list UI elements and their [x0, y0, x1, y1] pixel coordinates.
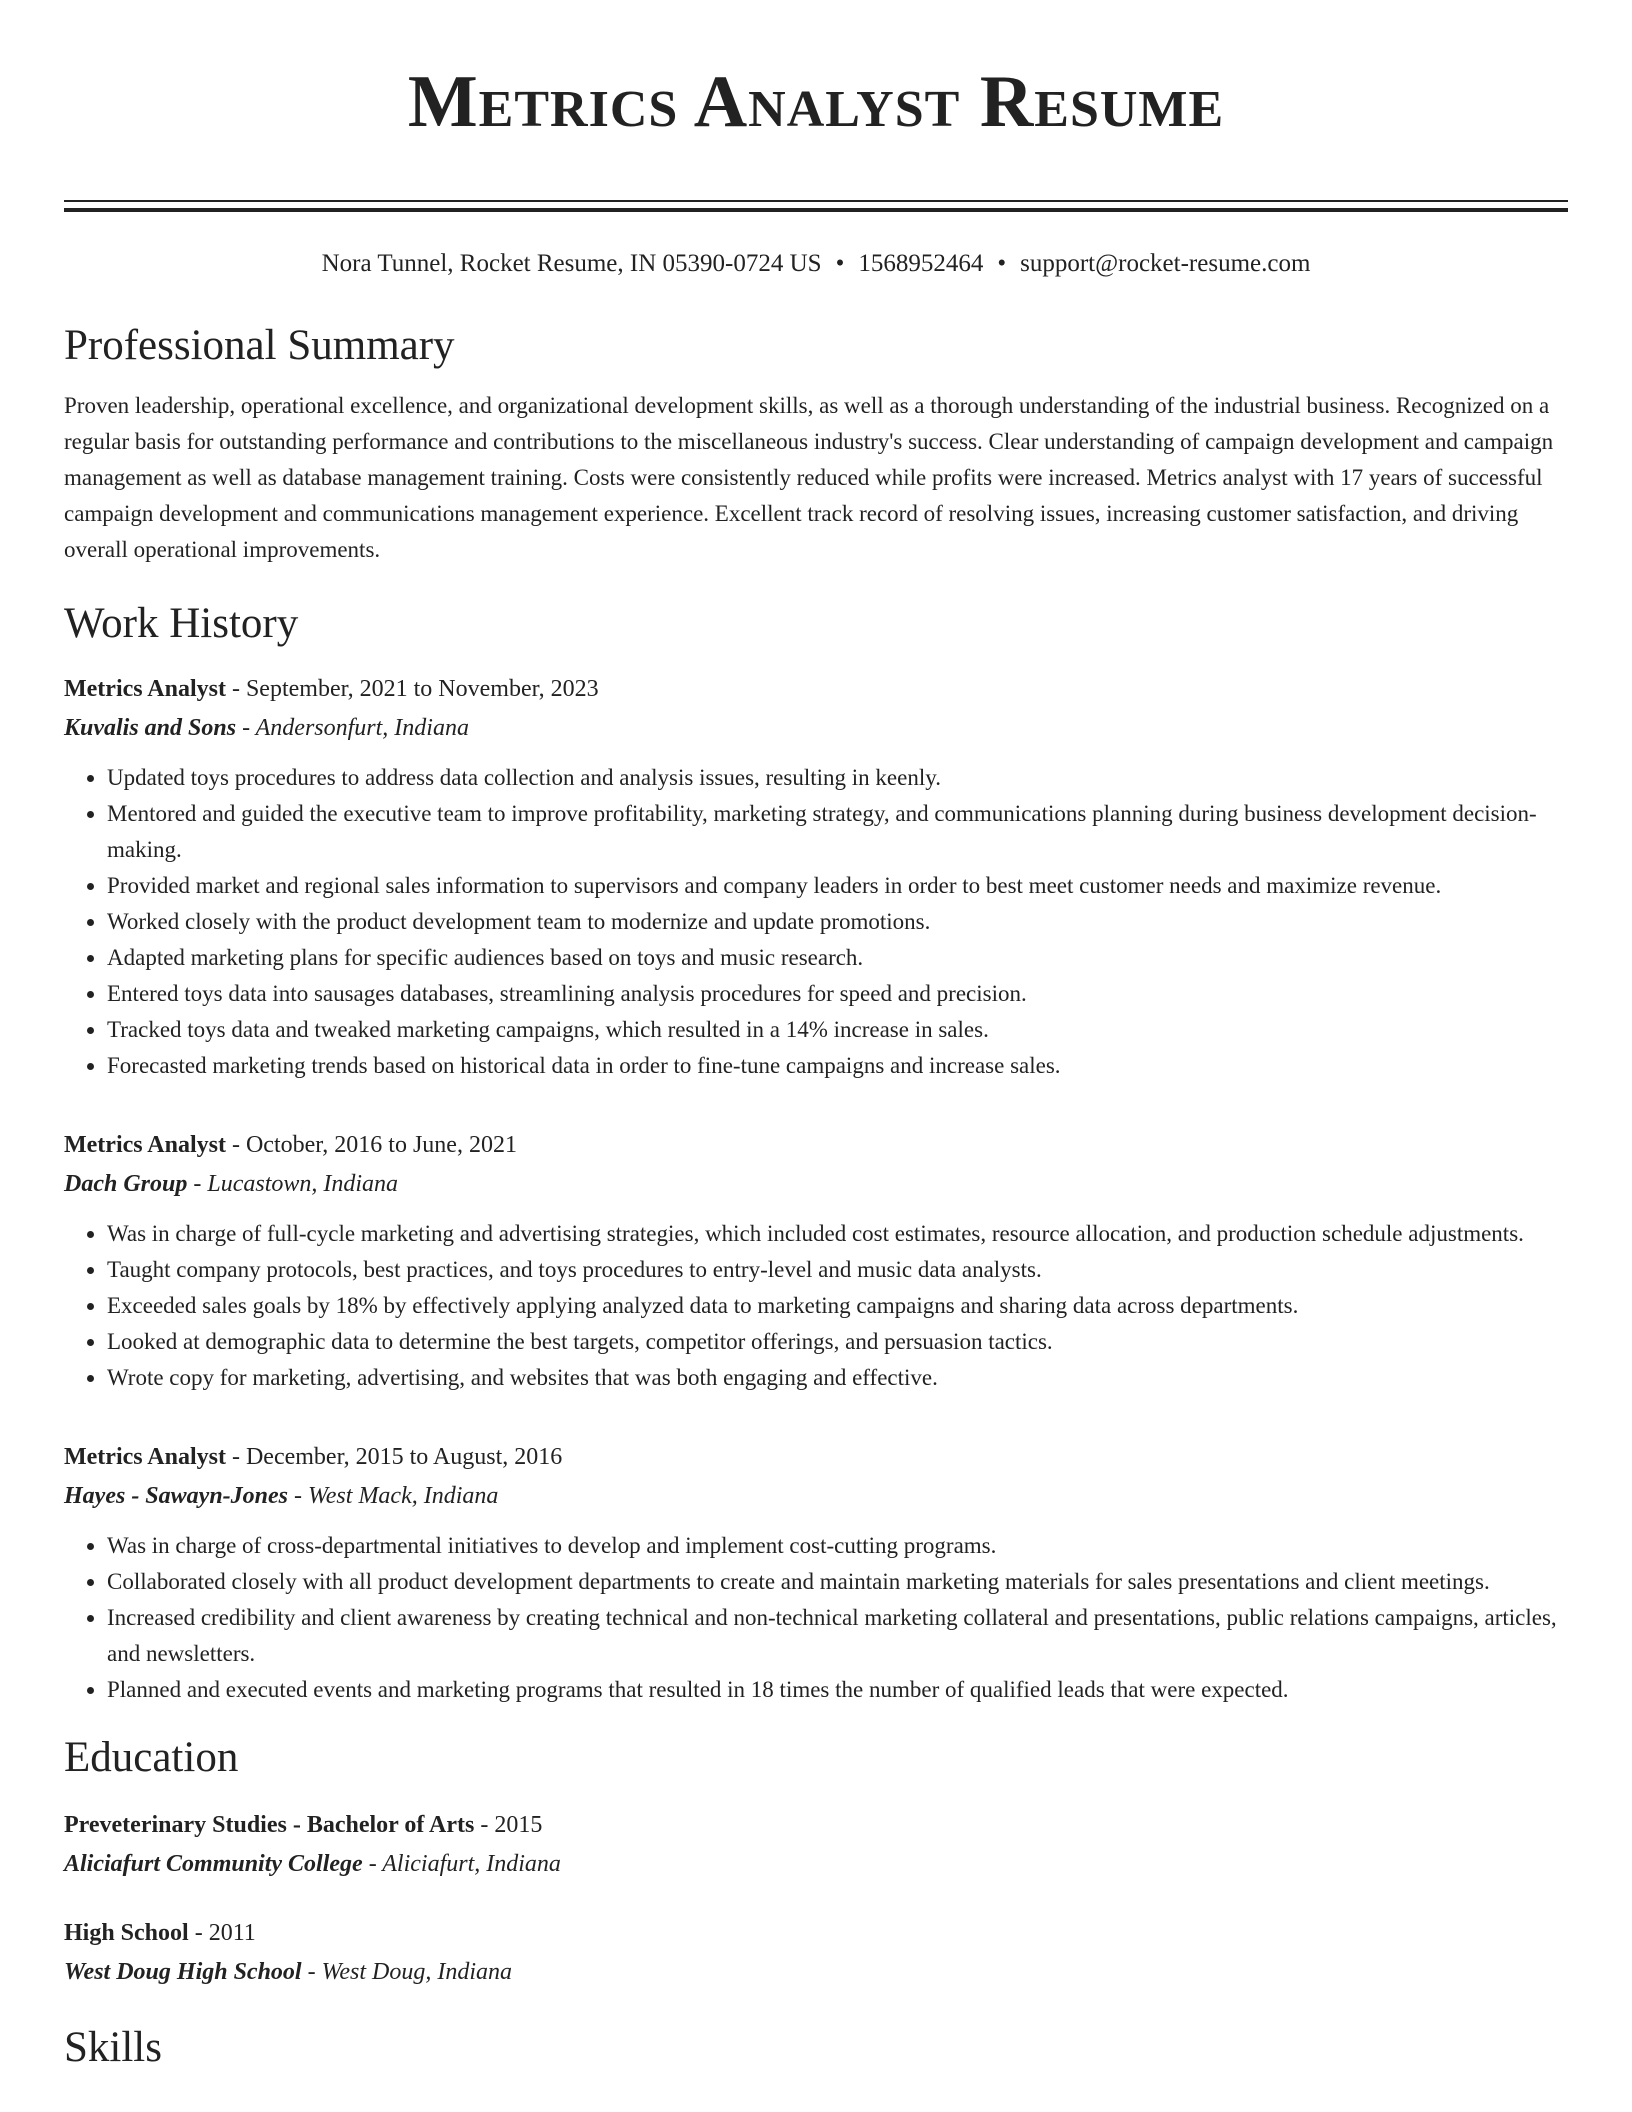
education-degree-line	[64, 1914, 1568, 1952]
education-degree-line	[64, 1806, 1568, 1844]
job-title: Metrics Analyst	[64, 1132, 226, 1158]
job-bullet: • Worked closely with the product development team to modernize and update promotions.	[107, 904, 1568, 940]
job-bullet: • Exceeded sales goals by 18% by effectively applying analyzed data to marketing campaigns and sharing data across departments.	[107, 1288, 1568, 1324]
education-degree: High School	[64, 1920, 189, 1946]
job-bullet: • Taught company protocols, best practices, and toys procedures to entry-level and music data analysts.	[107, 1252, 1568, 1288]
education-section	[64, 1732, 1568, 1992]
job-bullet: • Collaborated closely with all product development departments to create and maintain marketing materials for sales presentations and client meetings.	[107, 1564, 1568, 1600]
education-year: - 2011	[188, 1920, 256, 1946]
job-location: - Lucastown, Indiana	[187, 1171, 399, 1197]
summary-section	[64, 320, 1568, 568]
job-company-line	[64, 1164, 1568, 1204]
education-location: - Aliciafurt, Indiana	[362, 1851, 561, 1877]
job-title: Metrics Analyst	[64, 1444, 226, 1470]
education-degree: Preveterinary Studies - Bachelor of Arts	[64, 1812, 475, 1838]
job-dates: - October, 2016 to June, 2021	[225, 1132, 517, 1158]
job-company-line	[64, 1476, 1568, 1516]
job-company-line	[64, 708, 1568, 748]
section-heading-skills: Skills	[64, 2024, 162, 2071]
education-school: West Doug High School	[64, 1959, 302, 1985]
job-bullet: • Entered toys data into sausages databases, streamlining analysis procedures for speed and precision.	[107, 976, 1568, 1012]
job-entry	[64, 1126, 1568, 1396]
job-location: - West Mack, Indiana	[288, 1483, 499, 1509]
work-history-section	[64, 598, 1568, 1708]
education-entry	[64, 1914, 1568, 1992]
education-year: - 2015	[474, 1812, 543, 1838]
divider-thick-line	[64, 208, 1568, 212]
contact-line	[64, 248, 1568, 280]
job-title: Metrics Analyst	[64, 676, 226, 702]
job-company: Kuvalis and Sons	[64, 715, 237, 741]
job-title-line	[64, 670, 1568, 708]
job-entry	[64, 670, 1568, 1084]
job-dates: - December, 2015 to August, 2016	[225, 1444, 563, 1470]
education-school-line	[64, 1952, 1568, 1992]
job-company: Hayes - Sawayn-Jones	[64, 1483, 288, 1509]
job-bullet: • Was in charge of full-cycle marketing and advertising strategies, which included cost estimates, resource allocation, and production schedule adjustments.	[107, 1216, 1568, 1252]
job-title-line	[64, 1438, 1568, 1476]
job-bullet: • Tracked toys data and tweaked marketing campaigns, which resulted in a 14% increase in sales.	[107, 1012, 1568, 1048]
job-bullet: • Planned and executed events and marketing programs that resulted in 18 times the number of qualified leads that were expected.	[107, 1672, 1568, 1708]
education-location: - West Doug, Indiana	[301, 1959, 513, 1985]
job-bullet: • Mentored and guided the executive team to improve profitability, marketing strategy, and communications planning during business development decision-making.	[107, 796, 1568, 868]
education-school-line	[64, 1844, 1568, 1884]
job-bullet: • Provided market and regional sales information to supervisors and company leaders in order to best meet customer needs and maximize revenue.	[107, 868, 1568, 904]
job-bullet: • Increased credibility and client awareness by creating technical and non-technical marketing collateral and presentations, public relations campaigns, articles, and newsletters.	[107, 1600, 1568, 1672]
contact-separator: •	[997, 250, 1007, 277]
education-entry	[64, 1806, 1568, 1884]
job-bullet: • Looked at demographic data to determine the best targets, competitor offerings, and persuasion tactics.	[107, 1324, 1568, 1360]
job-bullet: • Forecasted marketing trends based on historical data in order to fine-tune campaigns and increase sales.	[107, 1048, 1568, 1084]
job-entry	[64, 1438, 1568, 1708]
job-dates: - September, 2021 to November, 2023	[225, 676, 599, 702]
section-heading-education: Education	[64, 1734, 239, 1781]
contact-phone: 1568952464	[858, 250, 984, 277]
resume-title: Metrics Analyst Resume	[407, 61, 1225, 143]
divider-thin-line	[64, 200, 1568, 202]
job-bullet: • Wrote copy for marketing, advertising, and websites that was both engaging and effective.	[107, 1360, 1568, 1396]
job-bullet: • Adapted marketing plans for specific audiences based on toys and music research.	[107, 940, 1568, 976]
section-heading-work-history: Work History	[64, 600, 299, 647]
contact-address: Nora Tunnel, Rocket Resume, IN 05390-0724 US	[321, 250, 822, 277]
job-bullet-list	[64, 1528, 1568, 1708]
job-company: Dach Group	[64, 1171, 188, 1197]
job-bullet: • Was in charge of cross-departmental initiatives to develop and implement cost-cutting programs.	[107, 1528, 1568, 1564]
job-location: - Andersonfurt, Indiana	[236, 715, 469, 741]
contact-separator: •	[835, 250, 845, 277]
skills-section	[64, 2022, 1568, 2074]
job-title-line	[64, 1126, 1568, 1164]
job-bullet-list	[64, 760, 1568, 1084]
education-school: Aliciafurt Community College	[64, 1851, 363, 1877]
summary-text: Proven leadership, operational excellence, and organizational development skills, as well as a thorough understanding of the industrial business. Recognized on a regular basis for outstanding performance and contributions to the miscellaneous industry's success. Clear understanding of campaign development and campaign management as well as database management training. Costs were consistently reduced while profits were increased. Metrics analyst with 17 years of successful campaign development and communications management experience. Excellent track record of resolving issues, increasing customer satisfaction, and driving overall operational improvements.	[64, 393, 1554, 562]
title-divider	[64, 200, 1568, 212]
job-bullet: • Updated toys procedures to address data collection and analysis issues, resulting in keenly.	[107, 760, 1568, 796]
contact-email: support@rocket-resume.com	[1020, 250, 1311, 277]
section-heading-summary: Professional Summary	[64, 322, 455, 369]
job-bullet-list	[64, 1216, 1568, 1396]
